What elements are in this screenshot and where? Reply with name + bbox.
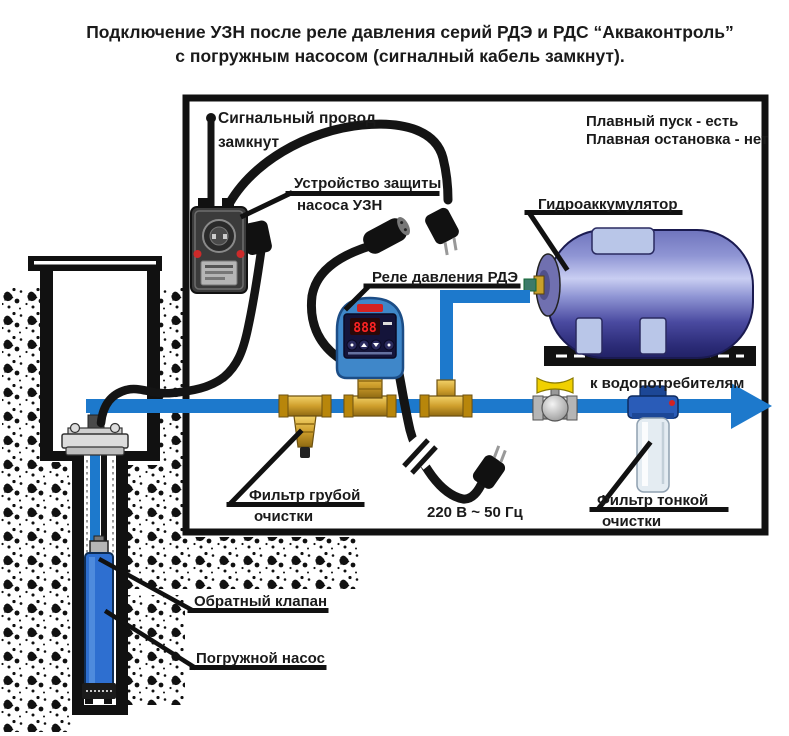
signal-plug — [423, 206, 467, 257]
uzn-device — [191, 198, 247, 293]
casing-wall-left — [72, 455, 84, 713]
pump-highlight — [89, 557, 95, 683]
tank-tee — [420, 380, 472, 417]
fine-filter-label-2: очистки — [602, 513, 662, 530]
casing-wall-right — [116, 455, 128, 713]
soft-stop-label: Плавная остановка - нет — [586, 131, 769, 148]
uzn-label-pointer — [243, 194, 290, 217]
tank-pipe-horizontal — [440, 290, 530, 303]
uzn-label-2: насоса УЗН — [297, 197, 383, 214]
relay-label: Реле давления РДЭ — [372, 269, 518, 286]
coarse-filter-drain — [300, 447, 310, 458]
tank-inlet-fitting — [524, 279, 536, 291]
tank-foot-left — [576, 318, 602, 354]
ball-valve — [533, 378, 577, 421]
signal-wire-label-2: замкнут — [218, 134, 280, 151]
check-valve-label: Обратный клапан — [194, 593, 328, 610]
fine-filter — [628, 386, 678, 492]
power-cord — [396, 358, 483, 499]
uzn-label-1: Устройство защиты — [294, 175, 442, 192]
power-label: 220 В ~ 50 Гц — [427, 504, 523, 521]
consumers-label: к водопотребителям — [590, 375, 745, 392]
relay-display: 888 — [353, 321, 377, 336]
pump-foot-right — [104, 699, 112, 704]
title-line-1: Подключение УЗН после реле давления серий РДЭ и РДС “Акваконтроль” — [86, 22, 734, 42]
wellhead-eyebolt-right — [111, 424, 120, 433]
diagram-title — [86, 22, 734, 66]
wellhead-eyebolt-left — [71, 424, 80, 433]
tank-foot-right — [640, 318, 666, 354]
uzn-indicator-left — [194, 250, 202, 258]
wellhead-body — [62, 434, 128, 448]
relay-logo — [357, 304, 383, 312]
accumulator-label: Гидроаккумулятор — [538, 196, 678, 213]
casing-bottom — [72, 705, 128, 715]
tank-strap-top — [592, 228, 654, 254]
title-line-2: с погружным насосом (сигналный кабель замкнут). — [175, 46, 625, 66]
signal-socket — [360, 213, 414, 257]
pump-foot-left — [85, 699, 93, 704]
signal-wire-tip — [206, 113, 216, 123]
pit-lid-stripe — [34, 261, 156, 265]
fine-filter-button — [669, 400, 675, 406]
pit-wall-right-lower — [147, 413, 160, 451]
coarse-filter-label-2: очистки — [254, 508, 314, 525]
pit-wall-right-upper — [147, 268, 160, 399]
hydroaccumulator-tank — [524, 228, 756, 366]
pressure-relay — [337, 298, 403, 398]
coarse-filter-label-1: Фильтр грубой — [249, 487, 361, 504]
soft-start-label: Плавный пуск - есть — [586, 113, 739, 130]
uzn-indicator-right — [237, 250, 245, 258]
signal-wire-label-1: Сигнальный провод — [218, 110, 376, 127]
fine-filter-label-1: Фильтр тонкой — [597, 492, 709, 509]
well-casing — [72, 413, 128, 715]
submersible-pump — [82, 553, 116, 704]
pit-wall-left — [40, 268, 53, 461]
wellhead-lip — [66, 447, 124, 455]
pump-label: Погружной насос — [196, 650, 325, 667]
